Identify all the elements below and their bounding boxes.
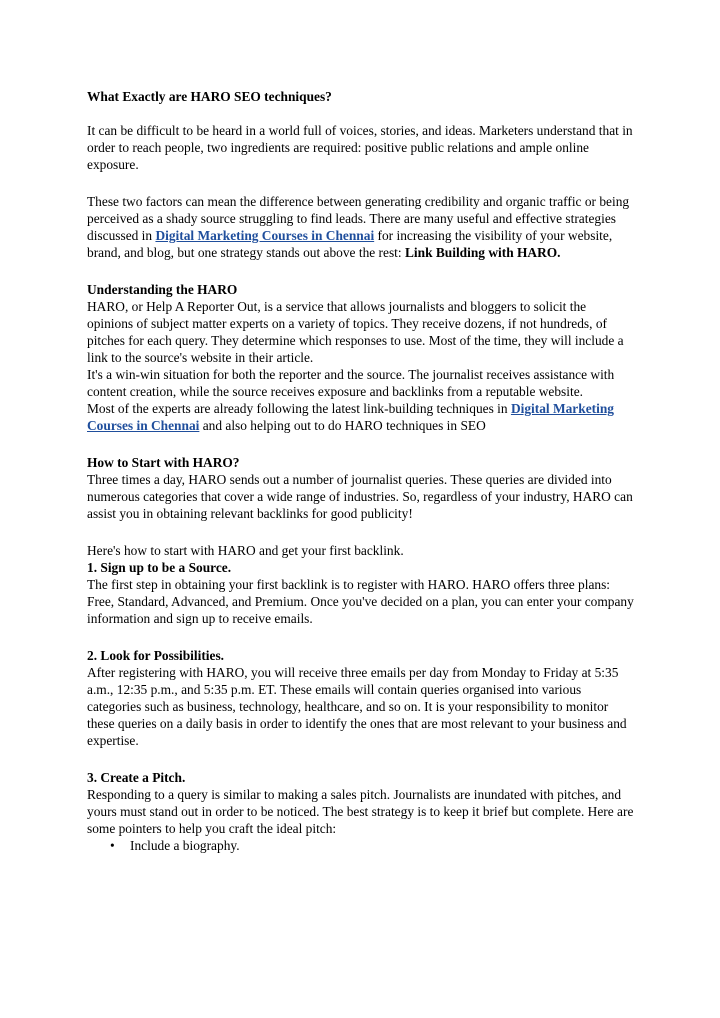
pitch-pointers-list bbox=[87, 837, 635, 854]
document-body bbox=[87, 88, 635, 854]
factors-paragraph bbox=[87, 193, 635, 261]
start-heading: How to Start with HARO? bbox=[87, 455, 240, 470]
digital-marketing-courses-link-2[interactable]: Digital Marketing Courses in Chennai bbox=[87, 401, 614, 433]
list-item-text: Include a biography. bbox=[130, 838, 240, 853]
step-1-heading: 1. Sign up to be a Source. bbox=[87, 560, 232, 575]
step-2-text: After registering with HARO, you will receive three emails per day from Monday to Friday at 5:35 a.m., 12:35 p.m., and 5:35 p.m. ET. These emails will contain queries organised into various categories such as business, technology, healthcare, and so on. It is your responsibility to monitor these queries on a daily basis in order to identify the ones that are most relevant to your business and expertise. bbox=[87, 665, 627, 748]
understanding-paragraph-3 bbox=[87, 400, 635, 434]
step-3-heading: 3. Create a Pitch. bbox=[87, 770, 186, 785]
document-title: What Exactly are HARO SEO techniques? bbox=[87, 89, 332, 104]
digital-marketing-courses-link-1[interactable]: Digital Marketing Courses in Chennai bbox=[155, 228, 375, 243]
factors-text-before: These two factors can mean the difference between generating credibility and organic traffic or being perceived as a shady source struggling to find leads. There are many useful and effective strategies discussed in bbox=[87, 194, 630, 243]
understanding-heading: Understanding the HARO bbox=[87, 282, 238, 297]
understanding-paragraph-2: It's a win-win situation for both the reporter and the source. The journalist receives assistance with content creation, while the source receives exposure and backlinks from a reputable website. bbox=[87, 367, 615, 399]
steps-intro: Here's how to start with HARO and get your first backlink. bbox=[87, 543, 404, 558]
bullet-icon: • bbox=[110, 838, 115, 853]
step-1-text: The first step in obtaining your first backlink is to register with HARO. HARO offers three plans: Free, Standard, Advanced, and Premium. Once you've decided on a plan, you can enter your company information and sign up to receive emails. bbox=[87, 577, 634, 626]
list-item bbox=[87, 837, 635, 854]
step-3-text: Responding to a query is similar to making a sales pitch. Journalists are inundated with pitches, and yours must stand out in order to be noticed. The best strategy is to keep it brief but complete. Here are some pointers to help you craft the ideal pitch: bbox=[87, 787, 634, 836]
factors-text-after: for increasing the visibility of your website, brand, and blog, but one strategy stands out above the rest: bbox=[87, 228, 613, 260]
step-2-heading: 2. Look for Possibilities. bbox=[87, 648, 225, 663]
understanding-paragraph-1: HARO, or Help A Reporter Out, is a service that allows journalists and bloggers to solicit the opinions of subject matter experts on a variety of topics. They receive dozens, if not hundreds, of pitches for each query. They determine which responses to use. Most of the time, they will include a link to the source's website in their article. bbox=[87, 299, 624, 365]
understanding-p3-after: and also helping out to do HARO techniques in SEO bbox=[199, 418, 486, 433]
start-paragraph: Three times a day, HARO sends out a number of journalist queries. These queries are divided into numerous categories that cover a wide range of industries. So, regardless of your industry, HARO can assist you in obtaining relevant backlinks for good publicity! bbox=[87, 472, 633, 521]
understanding-p3-before: Most of the experts are already following the latest link-building techniques in bbox=[87, 401, 511, 416]
link-building-bold: Link Building with HARO. bbox=[404, 245, 561, 260]
intro-paragraph: It can be difficult to be heard in a world full of voices, stories, and ideas. Marketers understand that in order to reach people, two ingredients are required: positive public relations and ample online exposure. bbox=[87, 123, 633, 172]
